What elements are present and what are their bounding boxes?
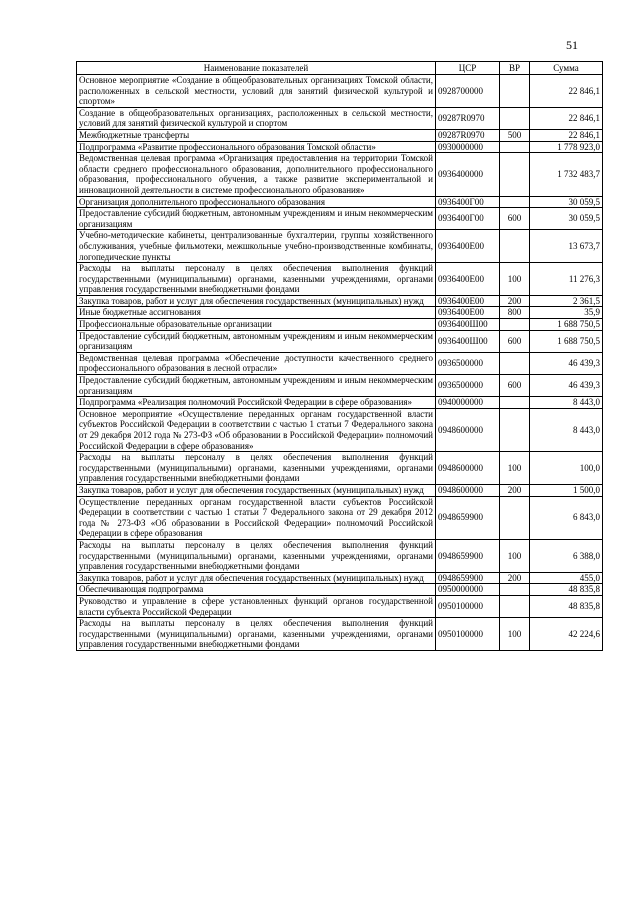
row-name-cell: Учебно-методические кабинеты, централизованные бухгалтерии, группы хозяйственного обслуживания, учебные фильмотеки, межшкольные учебно-производственные комбинаты, логопедические пункты — [77, 230, 436, 263]
row-name-cell: Создание в общеобразовательных организациях, расположенных в сельской местности, условий для занятий физической культурой и спортом — [77, 107, 436, 129]
row-name-cell: Закупка товаров, работ и услуг для обеспечения государственных (муниципальных) нужд — [77, 572, 436, 584]
row-csr-cell: 0936400Г00 — [436, 196, 500, 208]
table-row — [77, 595, 603, 617]
row-csr-cell: 09287R0970 — [436, 129, 500, 141]
row-sum-cell: 42 224,6 — [530, 618, 603, 651]
row-name-cell: Основное мероприятие «Осуществление переданных органам государственной власти субъектов Российской Федерации в соответствии с частью 1 статьи 7 Федерального закона от 29 декабря 2012 года № 273-ФЗ «Об образовании в Российской Федерации» полномочий Российской Федерации в сфере образования» — [77, 408, 436, 451]
row-sum-cell: 22 846,1 — [530, 129, 603, 141]
row-sum-cell: 11 276,3 — [530, 263, 603, 296]
row-vr-cell: 600 — [500, 330, 530, 352]
row-csr-cell: 0936400Е00 — [436, 307, 500, 319]
row-sum-cell: 455,0 — [530, 572, 603, 584]
row-csr-cell: 0940000000 — [436, 397, 500, 409]
row-vr-cell: 600 — [500, 375, 530, 397]
row-vr-cell: 600 — [500, 208, 530, 230]
row-sum-cell: 8 443,0 — [530, 397, 603, 409]
table-row — [77, 153, 603, 196]
row-name-cell: Предоставление субсидий бюджетным, автономным учреждениям и иным некоммерческим организациям — [77, 208, 436, 230]
row-csr-cell: 0948600000 — [436, 484, 500, 496]
row-csr-cell: 0936500000 — [436, 352, 500, 374]
row-name-cell: Основное мероприятие «Создание в общеобразовательных организациях Томской области, расположенных в сельской местности, условий для занятий физической культурой и спортом» — [77, 75, 436, 108]
row-vr-cell: 100 — [500, 452, 530, 485]
row-name-cell: Иные бюджетные ассигнования — [77, 307, 436, 319]
row-sum-cell: 1 688 750,5 — [530, 330, 603, 352]
row-sum-cell: 2 361,5 — [530, 295, 603, 307]
row-csr-cell: 0936400Е00 — [436, 230, 500, 263]
row-csr-cell: 0936400Е00 — [436, 295, 500, 307]
table-row — [77, 539, 603, 572]
row-sum-cell: 48 835,8 — [530, 595, 603, 617]
table-row — [77, 408, 603, 451]
row-csr-cell: 0948659900 — [436, 496, 500, 539]
row-sum-cell: 1 688 750,5 — [530, 319, 603, 331]
row-vr-cell — [500, 107, 530, 129]
row-name-cell: Ведомственная целевая программа «Обеспечение доступности качественного среднего профессионального образования в лесной отрасли» — [77, 352, 436, 374]
row-name-cell: Организация дополнительного профессионального образования — [77, 196, 436, 208]
row-name-cell: Предоставление субсидий бюджетным, автономным учреждениям и иным некоммерческим организациям — [77, 375, 436, 397]
row-csr-cell: 0936400Г00 — [436, 208, 500, 230]
table-row — [77, 452, 603, 485]
row-name-cell: Расходы на выплаты персоналу в целях обеспечения выполнения функций государственными (муниципальными) органами, казенными учреждениями, органами управления государственными внебюджетными фондами — [77, 618, 436, 651]
row-vr-cell — [500, 75, 530, 108]
row-csr-cell: 0936500000 — [436, 375, 500, 397]
table-row — [77, 397, 603, 409]
row-sum-cell: 30 059,5 — [530, 208, 603, 230]
table-row — [77, 230, 603, 263]
table-row — [77, 196, 603, 208]
row-name-cell: Ведомственная целевая программа «Организация предоставления на территории Томской области среднего профессионального образования, дополнительного профессионального образования, профессионального обучения, а также развитие экспериментальной и инновационной деятельности в системе профессионального образования» — [77, 153, 436, 196]
row-sum-cell: 35,9 — [530, 307, 603, 319]
table-row — [77, 584, 603, 596]
row-sum-cell: 30 059,5 — [530, 196, 603, 208]
row-name-cell: Подпрограмма «Реализация полномочий Российской Федерации в сфере образования» — [77, 397, 436, 409]
row-sum-cell: 46 439,3 — [530, 375, 603, 397]
row-csr-cell: 0928700000 — [436, 75, 500, 108]
row-csr-cell: 0936400Ш00 — [436, 330, 500, 352]
row-name-cell: Предоставление субсидий бюджетным, автономным учреждениям и иным некоммерческим организациям — [77, 330, 436, 352]
row-sum-cell: 1 778 923,0 — [530, 141, 603, 153]
table-header-row — [77, 62, 603, 75]
table-row — [77, 330, 603, 352]
row-vr-cell — [500, 319, 530, 331]
row-name-cell: Осуществление переданных органам государственной власти субъектов Российской Федерации в соответствии с частью 1 статьи 7 Федерального закона от 29 декабря 2012 года № 273-ФЗ «Об образовании в Российской Федерации» полномочий Российской Федерации в сфере образования — [77, 496, 436, 539]
row-sum-cell: 8 443,0 — [530, 408, 603, 451]
row-csr-cell: 0950000000 — [436, 584, 500, 596]
row-sum-cell: 22 846,1 — [530, 107, 603, 129]
row-sum-cell: 22 846,1 — [530, 75, 603, 108]
table-body — [77, 75, 603, 651]
row-csr-cell: 0948659900 — [436, 539, 500, 572]
row-vr-cell — [500, 408, 530, 451]
row-vr-cell — [500, 584, 530, 596]
table-row — [77, 352, 603, 374]
row-vr-cell — [500, 595, 530, 617]
row-sum-cell: 46 439,3 — [530, 352, 603, 374]
row-name-cell: Расходы на выплаты персоналу в целях обеспечения выполнения функций государственными (муниципальными) органами, казенными учреждениями, органами управления государственными внебюджетными фондами — [77, 263, 436, 296]
table-row — [77, 319, 603, 331]
header-vr: ВР — [500, 62, 530, 75]
row-csr-cell: 0948659900 — [436, 572, 500, 584]
row-vr-cell: 200 — [500, 572, 530, 584]
row-vr-cell — [500, 196, 530, 208]
row-name-cell: Руководство и управление в сфере установленных функций органов государственной власти субъекта Российской Федерации — [77, 595, 436, 617]
row-sum-cell: 1 500,0 — [530, 484, 603, 496]
row-name-cell: Межбюджетные трансферты — [77, 129, 436, 141]
row-sum-cell: 6 843,0 — [530, 496, 603, 539]
budget-table — [76, 61, 603, 651]
page-number: 51 — [566, 38, 578, 52]
row-sum-cell: 48 835,8 — [530, 584, 603, 596]
row-name-cell: Расходы на выплаты персоналу в целях обеспечения выполнения функций государственными (муниципальными) органами, казенными учреждениями, органами управления государственными внебюджетными фондами — [77, 452, 436, 485]
row-vr-cell — [500, 397, 530, 409]
table-row — [77, 307, 603, 319]
row-csr-cell: 0936400Ш00 — [436, 319, 500, 331]
row-csr-cell: 0950100000 — [436, 595, 500, 617]
row-sum-cell: 6 388,0 — [530, 539, 603, 572]
table-row — [77, 375, 603, 397]
table-row — [77, 572, 603, 584]
row-name-cell: Расходы на выплаты персоналу в целях обеспечения выполнения функций государственными (муниципальными) органами, казенными учреждениями, органами управления государственными внебюджетными фондами — [77, 539, 436, 572]
row-vr-cell: 200 — [500, 295, 530, 307]
row-name-cell: Профессиональные образовательные организации — [77, 319, 436, 331]
row-csr-cell: 0948600000 — [436, 408, 500, 451]
row-csr-cell: 0936400000 — [436, 153, 500, 196]
row-vr-cell — [500, 496, 530, 539]
row-vr-cell: 100 — [500, 263, 530, 296]
header-sum: Сумма — [530, 62, 603, 75]
row-name-cell: Закупка товаров, работ и услуг для обеспечения государственных (муниципальных) нужд — [77, 295, 436, 307]
row-csr-cell: 09287R0970 — [436, 107, 500, 129]
row-vr-cell: 100 — [500, 618, 530, 651]
row-csr-cell: 0936400Е00 — [436, 263, 500, 296]
table-row — [77, 618, 603, 651]
table-row — [77, 496, 603, 539]
row-name-cell: Закупка товаров, работ и услуг для обеспечения государственных (муниципальных) нужд — [77, 484, 436, 496]
row-vr-cell: 100 — [500, 539, 530, 572]
row-csr-cell: 0948600000 — [436, 452, 500, 485]
row-vr-cell — [500, 352, 530, 374]
table-row — [77, 107, 603, 129]
table-row — [77, 263, 603, 296]
row-vr-cell — [500, 153, 530, 196]
table-row — [77, 484, 603, 496]
table-row — [77, 208, 603, 230]
table-row — [77, 129, 603, 141]
row-sum-cell: 1 732 483,7 — [530, 153, 603, 196]
table-row — [77, 75, 603, 108]
header-name: Наименование показателей — [77, 62, 436, 75]
row-vr-cell: 500 — [500, 129, 530, 141]
row-csr-cell: 0950100000 — [436, 618, 500, 651]
row-vr-cell: 800 — [500, 307, 530, 319]
table-row — [77, 141, 603, 153]
row-name-cell: Обеспечивающая подпрограмма — [77, 584, 436, 596]
table-row — [77, 295, 603, 307]
header-csr: ЦСР — [436, 62, 500, 75]
row-name-cell: Подпрограмма «Развитие профессионального образования Томской области» — [77, 141, 436, 153]
row-vr-cell — [500, 141, 530, 153]
row-sum-cell: 100,0 — [530, 452, 603, 485]
row-vr-cell — [500, 230, 530, 263]
row-vr-cell: 200 — [500, 484, 530, 496]
row-sum-cell: 13 673,7 — [530, 230, 603, 263]
row-csr-cell: 0930000000 — [436, 141, 500, 153]
